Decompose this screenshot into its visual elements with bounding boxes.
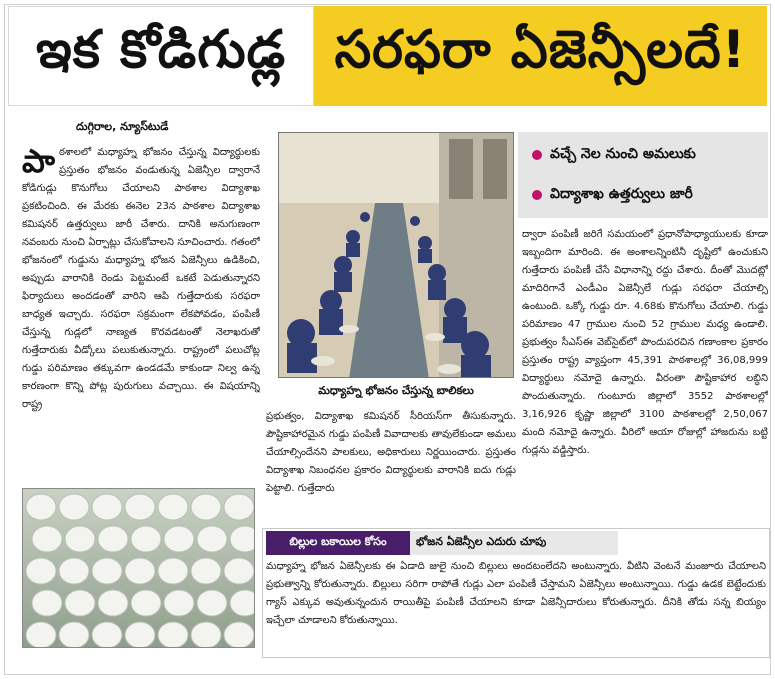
- egg: [158, 494, 188, 520]
- egg: [65, 526, 95, 552]
- egg: [98, 526, 128, 552]
- egg: [230, 526, 255, 552]
- dropcap: పా: [22, 144, 55, 180]
- egg: [224, 622, 254, 648]
- egg: [131, 526, 161, 552]
- highlight-item: [518, 176, 768, 214]
- egg: [164, 590, 194, 616]
- egg: [131, 590, 161, 616]
- egg: [158, 558, 188, 584]
- egg-tray-photo: [22, 488, 255, 648]
- sub-story-banner-left: బిల్లుల బకాయిల కోసం: [266, 531, 410, 555]
- headline-left: ఇక కోడిగుడ్ల: [8, 6, 314, 106]
- egg: [191, 494, 221, 520]
- dateline: దుగ్గిరాల, న్యూస్‌టుడే: [76, 120, 169, 133]
- students-eating-photo: [278, 132, 514, 378]
- egg: [230, 590, 255, 616]
- egg: [224, 558, 254, 584]
- right-column-paragraph: ద్వారా పంపిణీ జరిగే సమయంలో ప్రధానోపాధ్యాయులకు కూడా ఇబ్బందిగా మారింది. ఈ అంశాలన్నింటినీ దృష్టిలో ఉంచుకుని గుత్తేదారు పంపిణీ చేసే విధానాన్ని రద్దు చేశారు. దీంతో మొదట్లో మాదిరిగానే ఎండీఎం ఏజెన్సీలే గుడ్లు సరఫరా చేయాల్సి ఉంటుంది. ఒక్కో గుడ్డు రూ. 4.68కు కొనుగోలు చేయాలి. గుడ్డు పరిమాణం 47 గ్రాముల నుంచి 52 గ్రాముల మధ్య ఉండాలి. ప్రభుత్వం సీఎస్‌ఈ వెబ్‌సైట్‌లో పొందుపరచిన గణాంకాల ప్రకారం ప్రస్తుతం రాష్ట్ర వ్యాప్తంగా 45,391 పాఠశాలల్లో 36,08,999 విద్యార్థులు నమోదై ఉన్నారు. వీరంతా పౌష్టికాహార లబ్ధిని పొందుతున్నారు. గుంటూరు జిల్లాలో 3552 పాఠశాలల్లో 3,16,926 కృష్ణా జిల్లాలో 3100 పాఠశాలల్లో 2,50,067 మంది నమోదై ఉన్నారు. వీరిలో ఆయా రోజుల్లో హాజరును బట్టి గుడ్లను వడ్డిస్తారు.: [522, 229, 768, 456]
- egg: [164, 526, 194, 552]
- egg: [197, 590, 227, 616]
- highlight-item: [518, 136, 768, 174]
- egg: [26, 494, 56, 520]
- egg: [125, 494, 155, 520]
- egg: [59, 494, 89, 520]
- left-column-article: [22, 144, 260, 482]
- egg: [191, 622, 221, 648]
- egg: [224, 494, 254, 520]
- egg: [92, 494, 122, 520]
- highlights-panel: [518, 132, 768, 218]
- middle-column-paragraph: ప్రభుత్వం, విద్యాశాఖ కమిషనర్ సీరియస్‌గా తీసుకున్నారు. పౌష్టికాహారమైన గుడ్డు పంపిణీ వివాదాలకు తావులేకుండా అమలు చేయాల్సిందేనని పాలకులు, అధికారులు నిర్ణయించారు. ప్రస్తుతం విద్యాశాఖ నిబంధనల ప్రకారం విద్యార్థులకు వారానికి ఐదు గుడ్లు పెట్టాలి. గుత్తేదారు: [266, 411, 516, 494]
- egg: [26, 622, 56, 648]
- headline-right: సరఫరా ఏజెన్సీలదే!: [314, 6, 767, 106]
- egg: [98, 590, 128, 616]
- bullet-icon: [532, 150, 542, 160]
- egg: [65, 590, 95, 616]
- egg: [197, 526, 227, 552]
- left-column-paragraph: ఠశాలలో మధ్యాహ్న భోజనం చేస్తున్న విద్యార్థులకు ప్రస్తుతం భోజనం వండుతున్న ఏజెన్సీల ద్వారానే కోడిగుడ్లు కొనుగోలు చేయాలని పాఠశాల విద్యాశాఖ ప్రకటించింది. ఈ మేరకు ఈనెల 23న పాఠశాల విద్యాశాఖ కమిషనర్ ఉత్తర్వులు జారీ చేశారు. దానికి అనుగుణంగా నవంబరు నుంచి ఏర్పాట్లు చేసుకోవాలని సూచించారు. గతంలో భోజనంలో గుడ్డును మధ్యాహ్న భోజన ఏజెన్సీలు ఉడికించి, అప్పుడు వారానికి రెండు పెట్టమంటే ఒకటే పెడుతున్నారని ఫిర్యాదులు అందడంతో వారిని ఆపి గుత్తేదారుకు సరఫరా బాధ్యత ఇచ్చారు. సరఫరా సక్రమంగా లేకపోవడం, పంపిణీ చేస్తున్న గుడ్లలో నాణ్యత కొరవడటంతో నెలాఖరుతో గుత్తేదారుకు వీడ్కోలు పలుకుతున్నారు. రాష్ట్రంలో పలుచోట్ల గుడ్డు పరిమాణం తక్కువగా ఉండడమే కాకుండా నిల్వ ఉన్న కారణంగా కొన్ని పోట్ల పురుగులు వచ్చాయి. ఈ విషయాన్ని రాష్ట్ర: [22, 147, 260, 410]
- sub-story-banner-right: భోజన ఏజెన్సీల ఎదురు చూపు: [410, 531, 618, 555]
- egg: [59, 558, 89, 584]
- egg: [92, 558, 122, 584]
- egg: [125, 622, 155, 648]
- egg: [158, 622, 188, 648]
- egg: [32, 590, 62, 616]
- egg: [191, 558, 221, 584]
- sub-story-paragraph: మధ్యాహ్న భోజన ఏజెన్సీలకు ఈ ఏడాది జులై నుంచి బిల్లులు అందటంలేదని అంటున్నారు. వీటిని వెంటనే మంజూరు చేయాలని ప్రభుత్వాన్ని కోరుతున్నారు. బిల్లులు సరిగా రాపోతే గుడ్లు ఎలా పంపిణీ చేస్తామని ఏజెన్సీలు అంటున్నాయి. గుడ్డు ఉడక బెట్టేందుకు గ్యాస్ ఎక్కువ అవుతున్నందున రాయితీపై పంపిణీ చేయాలని కూడా ఏజెన్సీదారులు కోరుతున్నారు. దీనికి తోడు సన్న బియ్యం ఇచ్చేలా చూడాలని కోరుతున్నాయి.: [266, 561, 766, 626]
- highlight-text: వచ్చే నెల నుంచి అమలుకు: [550, 145, 696, 162]
- bullet-icon: [532, 190, 542, 200]
- photo-caption: మధ్యాహ్న భోజనం చేస్తున్న బాలికలు: [278, 380, 514, 402]
- highlight-text: విద్యాశాఖ ఉత్తర్వులు జారీ: [550, 185, 693, 202]
- egg: [59, 622, 89, 648]
- egg: [32, 526, 62, 552]
- egg: [92, 622, 122, 648]
- egg: [26, 558, 56, 584]
- egg: [125, 558, 155, 584]
